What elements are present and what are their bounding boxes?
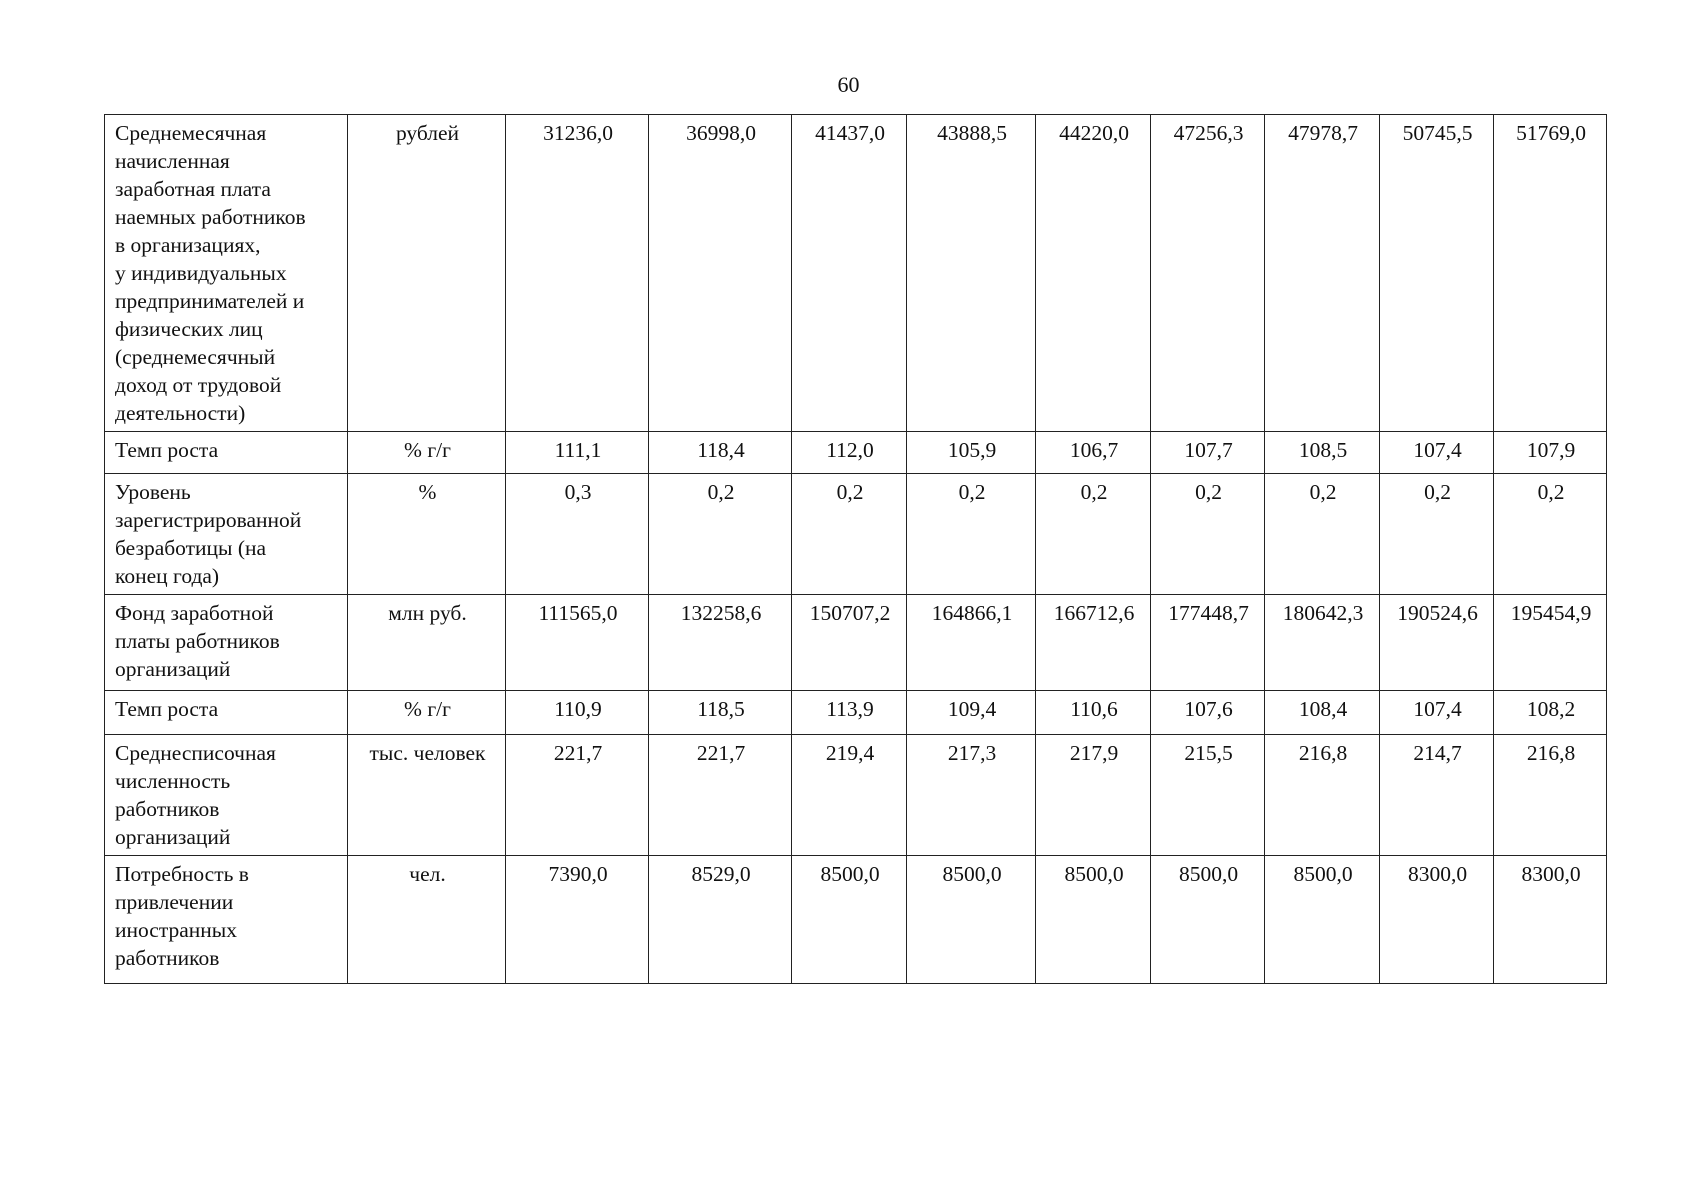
value-cell: 221,7 xyxy=(649,735,792,856)
value-cell: 180642,3 xyxy=(1265,595,1380,691)
page-number: 60 xyxy=(837,72,860,97)
table-row xyxy=(105,432,1607,474)
table-body xyxy=(105,115,1607,984)
value-cell: 47978,7 xyxy=(1265,115,1380,432)
unit-cell: % xyxy=(348,474,506,595)
value-cell: 7390,0 xyxy=(506,856,649,984)
value-cell: 8300,0 xyxy=(1494,856,1607,984)
value-cell: 0,2 xyxy=(792,474,907,595)
unit-cell: % г/г xyxy=(348,432,506,474)
value-cell: 108,4 xyxy=(1265,691,1380,735)
value-cell: 177448,7 xyxy=(1151,595,1265,691)
table-row xyxy=(105,474,1607,595)
value-cell: 36998,0 xyxy=(649,115,792,432)
table-row xyxy=(105,115,1607,432)
value-cell: 43888,5 xyxy=(907,115,1036,432)
value-cell: 164866,1 xyxy=(907,595,1036,691)
unit-cell: млн руб. xyxy=(348,595,506,691)
value-cell: 0,2 xyxy=(1494,474,1607,595)
value-cell: 217,3 xyxy=(907,735,1036,856)
unit-cell: рублей xyxy=(348,115,506,432)
value-cell: 8500,0 xyxy=(1265,856,1380,984)
value-cell: 219,4 xyxy=(792,735,907,856)
value-cell: 166712,6 xyxy=(1036,595,1151,691)
value-cell: 216,8 xyxy=(1265,735,1380,856)
value-cell: 107,9 xyxy=(1494,432,1607,474)
value-cell: 8500,0 xyxy=(792,856,907,984)
value-cell: 41437,0 xyxy=(792,115,907,432)
value-cell: 8529,0 xyxy=(649,856,792,984)
indicator-name-cell: Темп роста xyxy=(105,691,348,735)
value-cell: 8500,0 xyxy=(907,856,1036,984)
value-cell: 0,2 xyxy=(1036,474,1151,595)
value-cell: 110,6 xyxy=(1036,691,1151,735)
value-cell: 111565,0 xyxy=(506,595,649,691)
value-cell: 8500,0 xyxy=(1151,856,1265,984)
value-cell: 110,9 xyxy=(506,691,649,735)
indicator-name-cell: Темп роста xyxy=(105,432,348,474)
value-cell: 108,5 xyxy=(1265,432,1380,474)
value-cell: 214,7 xyxy=(1380,735,1494,856)
value-cell: 0,3 xyxy=(506,474,649,595)
value-cell: 51769,0 xyxy=(1494,115,1607,432)
value-cell: 107,6 xyxy=(1151,691,1265,735)
value-cell: 0,2 xyxy=(1151,474,1265,595)
value-cell: 195454,9 xyxy=(1494,595,1607,691)
value-cell: 108,2 xyxy=(1494,691,1607,735)
unit-cell: тыс. человек xyxy=(348,735,506,856)
table-row xyxy=(105,856,1607,984)
value-cell: 107,4 xyxy=(1380,691,1494,735)
value-cell: 217,9 xyxy=(1036,735,1151,856)
indicator-name-cell: Среднесписочная численность работников организаций xyxy=(105,735,348,856)
value-cell: 0,2 xyxy=(1380,474,1494,595)
value-cell: 113,9 xyxy=(792,691,907,735)
value-cell: 107,7 xyxy=(1151,432,1265,474)
value-cell: 112,0 xyxy=(792,432,907,474)
value-cell: 111,1 xyxy=(506,432,649,474)
table-row xyxy=(105,595,1607,691)
value-cell: 8300,0 xyxy=(1380,856,1494,984)
indicator-name-cell: Уровень зарегистрированной безработицы (на конец года) xyxy=(105,474,348,595)
table-row xyxy=(105,691,1607,735)
unit-cell: чел. xyxy=(348,856,506,984)
indicator-name-cell: Фонд заработной платы работников организаций xyxy=(105,595,348,691)
value-cell: 118,5 xyxy=(649,691,792,735)
value-cell: 47256,3 xyxy=(1151,115,1265,432)
value-cell: 105,9 xyxy=(907,432,1036,474)
value-cell: 190524,6 xyxy=(1380,595,1494,691)
value-cell: 8500,0 xyxy=(1036,856,1151,984)
value-cell: 0,2 xyxy=(1265,474,1380,595)
value-cell: 109,4 xyxy=(907,691,1036,735)
value-cell: 31236,0 xyxy=(506,115,649,432)
value-cell: 216,8 xyxy=(1494,735,1607,856)
value-cell: 221,7 xyxy=(506,735,649,856)
value-cell: 106,7 xyxy=(1036,432,1151,474)
unit-cell: % г/г xyxy=(348,691,506,735)
indicator-name-cell: Среднемесячная начисленная заработная плата наемных работников в организациях, у индивидуальных предпринимателей и физических лиц (среднемесячный доход от трудовой деятельности) xyxy=(105,115,348,432)
value-cell: 0,2 xyxy=(649,474,792,595)
table-row xyxy=(105,735,1607,856)
indicator-name-cell: Потребность в привлечении иностранных работников xyxy=(105,856,348,984)
value-cell: 0,2 xyxy=(907,474,1036,595)
value-cell: 44220,0 xyxy=(1036,115,1151,432)
value-cell: 50745,5 xyxy=(1380,115,1494,432)
value-cell: 215,5 xyxy=(1151,735,1265,856)
value-cell: 118,4 xyxy=(649,432,792,474)
value-cell: 132258,6 xyxy=(649,595,792,691)
value-cell: 107,4 xyxy=(1380,432,1494,474)
value-cell: 150707,2 xyxy=(792,595,907,691)
indicators-table xyxy=(104,114,1607,984)
